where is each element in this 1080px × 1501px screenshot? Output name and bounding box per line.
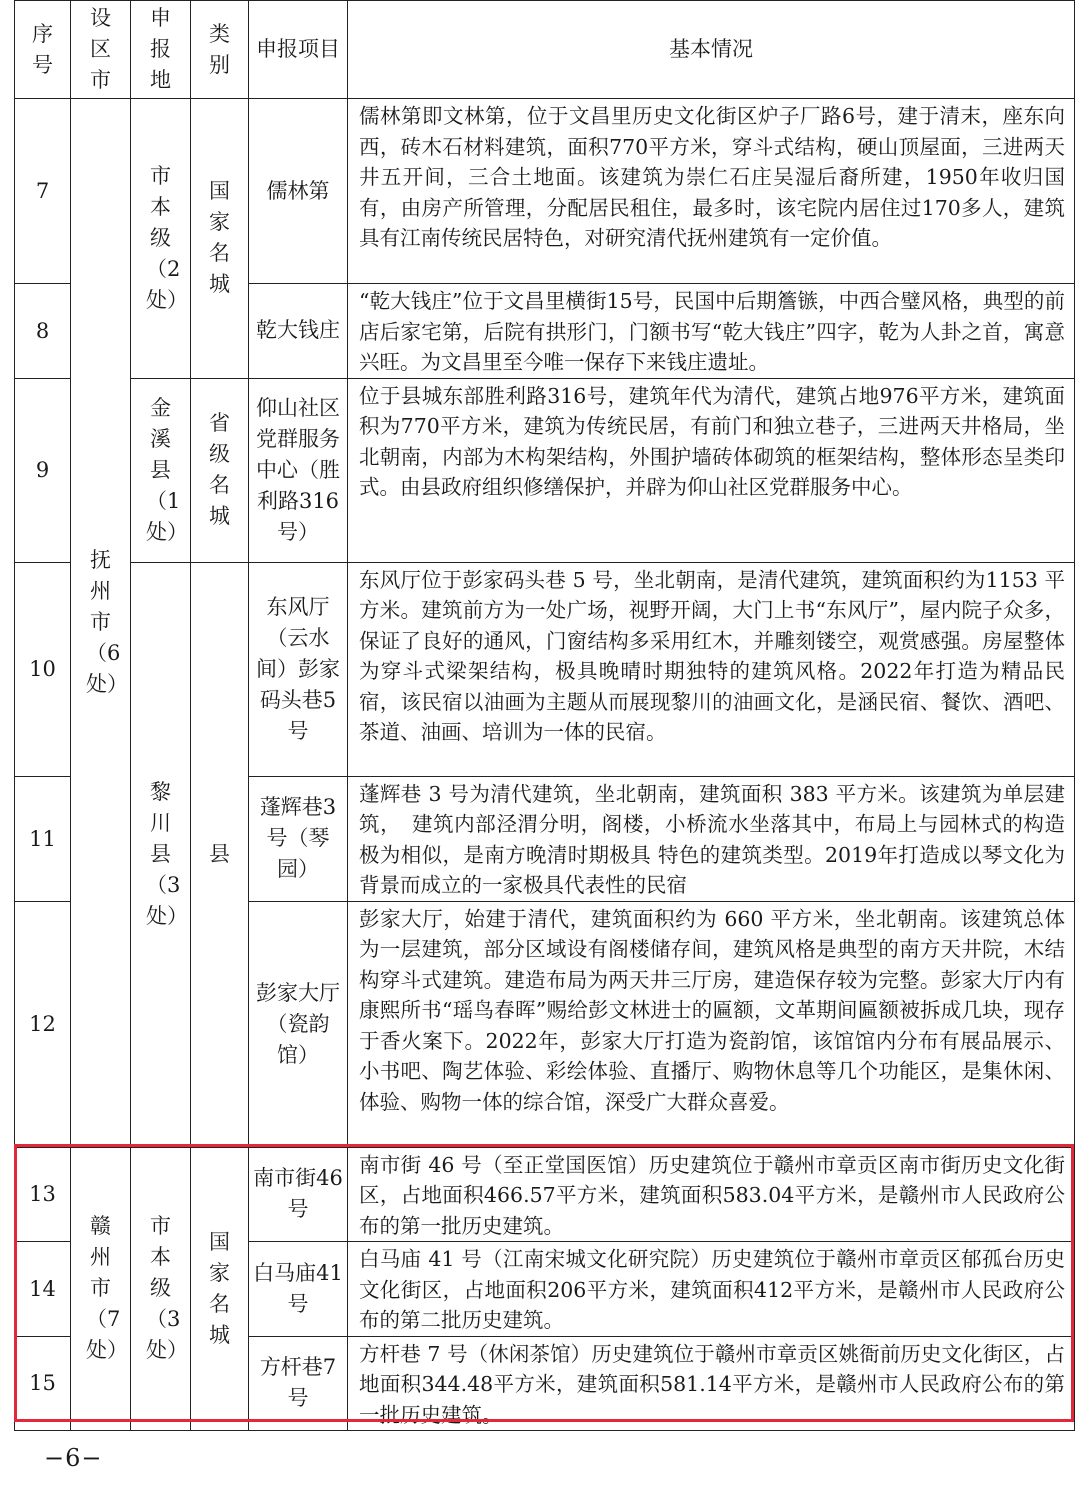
description-cell: 东风厅位于彭家码头巷 5 号，坐北朝南，是清代建筑，建筑面积约为1153 平方米。建筑前方为一处广场，视野开阔，大门上书“东风厅”，屋内院子众多，保证了良好的通风，门窗结构多采用红木，并雕刻镂空，观赏感强。房屋整体为穿斗式梁架结构，极具晚晴时期独特的建筑风格。2022年打造为精品民宿，该民宿以油画为主题从而展现黎川的油画文化，是涵民宿、餐饮、酒吧、茶道、油画、培训为一体的民宿。 — [348, 562, 1075, 776]
heritage-buildings-table — [14, 0, 1075, 1431]
row-seq: 14 — [15, 1242, 71, 1337]
project-cell: 乾大钱庄 — [249, 284, 348, 379]
header-city: 设区市 — [71, 1, 131, 99]
category-cell-provincial: 省级名城 — [191, 378, 249, 562]
table-row — [15, 378, 1075, 562]
table-row — [15, 1147, 1075, 1242]
table-row — [15, 562, 1075, 776]
row-seq: 15 — [15, 1336, 71, 1431]
table-header — [15, 1, 1075, 99]
description-cell: 蓬辉巷 3 号为清代建筑，坐北朝南，建筑面积 383 平方米。该建筑为单层建筑， 建筑内部泾渭分明，阁楼，小桥流水坐落其中，布局上与园林式的构造极为相似，是南方晚清时期极具 特色的建筑类型。2019年打造成以琴文化为背景而成立的一家极具代表性的民宿 — [348, 776, 1075, 901]
row-seq: 13 — [15, 1147, 71, 1242]
description-cell: 白马庙 41 号（江南宋城文化研究院）历史建筑位于赣州市章贡区郁孤台历史文化街区，占地面积206平方米，建筑面积412平方米，是赣州市人民政府公布的第二批历史建筑。 — [348, 1242, 1075, 1337]
header-place: 申报地 — [131, 1, 191, 99]
row-seq: 11 — [15, 776, 71, 901]
description-cell: 南市街 46 号（至正堂国医馆）历史建筑位于赣州市章贡区南市街历史文化街区，占地面积466.57平方米，建筑面积583.04平方米，是赣州市人民政府公布的第一批历史建筑。 — [348, 1147, 1075, 1242]
project-cell: 东风厅（云水间）彭家码头巷5号 — [249, 562, 348, 776]
description-cell: 儒林第即文林第，位于文昌里历史文化街区炉子厂路6号，建于清末，座东向西，砖木石材料建筑，面积770平方米，穿斗式结构，硬山顶屋面，三进两天井五开间，三合土地面。该建筑为崇仁石庄吴湿后裔所建，1950年收归国有，由房产所管理，分配居民租住，最多时，该宅院内居住过170多人，建筑具有江南传统民居特色，对研究清代抚州建筑有一定价值。 — [348, 99, 1075, 284]
row-seq: 10 — [15, 562, 71, 776]
city-cell-ganzhou: 赣州市（7处） — [71, 1147, 131, 1431]
row-seq: 9 — [15, 378, 71, 562]
table-row — [15, 99, 1075, 284]
place-cell-fuzhou-city: 市本级（2处） — [131, 99, 191, 379]
page-number: −6− — [44, 1444, 103, 1472]
description-cell: “乾大钱庄”位于文昌里横街15号，民国中后期簷镞，中西合璧风格，典型的前店后家宅第，后院有拱形门，门额书写“乾大钱庄”四字，乾为人卦之首，寓意兴旺。为文昌里至今唯一保存下来钱庄遗址。 — [348, 284, 1075, 379]
document-page — [14, 0, 1074, 1431]
project-cell: 彭家大厅（瓷韵馆） — [249, 901, 348, 1147]
description-cell: 位于县城东部胜利路316号，建筑年代为清代，建筑占地976平方米，建筑面积为770平方米，建筑为传统民居，有前门和独立巷子，三进两天井格局，坐北朝南，内部为木构架结构，外围护墙砖体砌筑的框架结构，整体形态呈类印式。由县政府组织修缮保护，并辟为仰山社区党群服务中心。 — [348, 378, 1075, 562]
header-category: 类别 — [191, 1, 249, 99]
header-project: 申报项目 — [249, 1, 348, 99]
place-cell-jinxi: 金溪县（1处） — [131, 378, 191, 562]
project-cell: 儒林第 — [249, 99, 348, 284]
description-cell: 方杆巷 7 号（休闲茶馆）历史建筑位于赣州市章贡区姚衙前历史文化街区，占地面积344.48平方米，建筑面积581.14平方米，是赣州市人民政府公布的第一批历史建筑。 — [348, 1336, 1075, 1431]
row-seq: 7 — [15, 99, 71, 284]
place-cell-ganzhou-city: 市本级（3处） — [131, 1147, 191, 1431]
header-basic: 基本情况 — [348, 1, 1075, 99]
project-cell: 仰山社区党群服务中心（胜利路316号） — [249, 378, 348, 562]
row-seq: 8 — [15, 284, 71, 379]
place-cell-lichuan: 黎川县（3处） — [131, 562, 191, 1147]
category-cell-national: 国家名城 — [191, 1147, 249, 1431]
project-cell: 蓬辉巷3号（琴园） — [249, 776, 348, 901]
description-cell: 彭家大厅，始建于清代，建筑面积约为 660 平方米，坐北朝南。该建筑总体为一层建筑，部分区域设有阁楼储存间，建筑风格是典型的南方天井院，木结构穿斗式建筑。建造布局为两天井三厅房，建造保存较为完整。彭家大厅内有康熙所书“瑶鸟春晖”赐给彭文林进士的匾额，文革期间匾额被拆成几块，现存于香火案下。2022年，彭家大厅打造为瓷韵馆，该馆馆内分布有展品展示、小书吧、陶艺体验、彩绘体验、直播厅、购物休息等几个功能区，是集休闲、体验、购物一体的综合馆，深受广大群众喜爱。 — [348, 901, 1075, 1147]
row-seq: 12 — [15, 901, 71, 1147]
project-cell: 南市街46号 — [249, 1147, 348, 1242]
project-cell: 白马庙41号 — [249, 1242, 348, 1337]
category-cell-county: 县 — [191, 562, 249, 1147]
city-cell-fuzhou: 抚州市（6处） — [71, 99, 131, 1148]
category-cell-national: 国家名城 — [191, 99, 249, 379]
project-cell: 方杆巷7号 — [249, 1336, 348, 1431]
header-seq: 序号 — [15, 1, 71, 99]
